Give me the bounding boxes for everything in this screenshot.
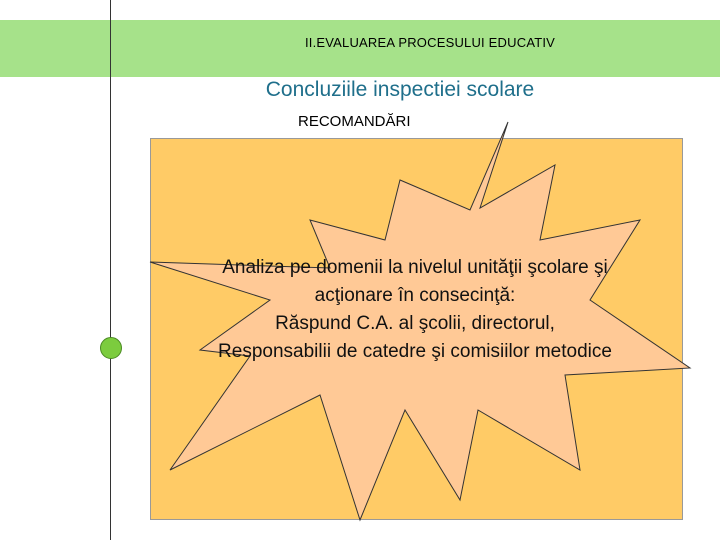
callout-text xyxy=(140,254,690,366)
callout-line-4: Responsabilii de catedre şi comisiilor metodice xyxy=(218,341,612,362)
callout-line-3: Răspund C.A. al şcolii, directorul, xyxy=(275,313,555,334)
callout-line-1: Analiza pe domenii la nivelul unităţii şcolare şi xyxy=(222,257,608,278)
section-subtitle: RECOMANDĂRI xyxy=(298,113,411,130)
callout-line-2: acţionare în consecinţă: xyxy=(314,285,516,306)
header-title: II.EVALUAREA PROCESULUI EDUCATIV xyxy=(304,35,556,50)
page-title: Concluziile inspectiei scolare xyxy=(265,78,535,101)
